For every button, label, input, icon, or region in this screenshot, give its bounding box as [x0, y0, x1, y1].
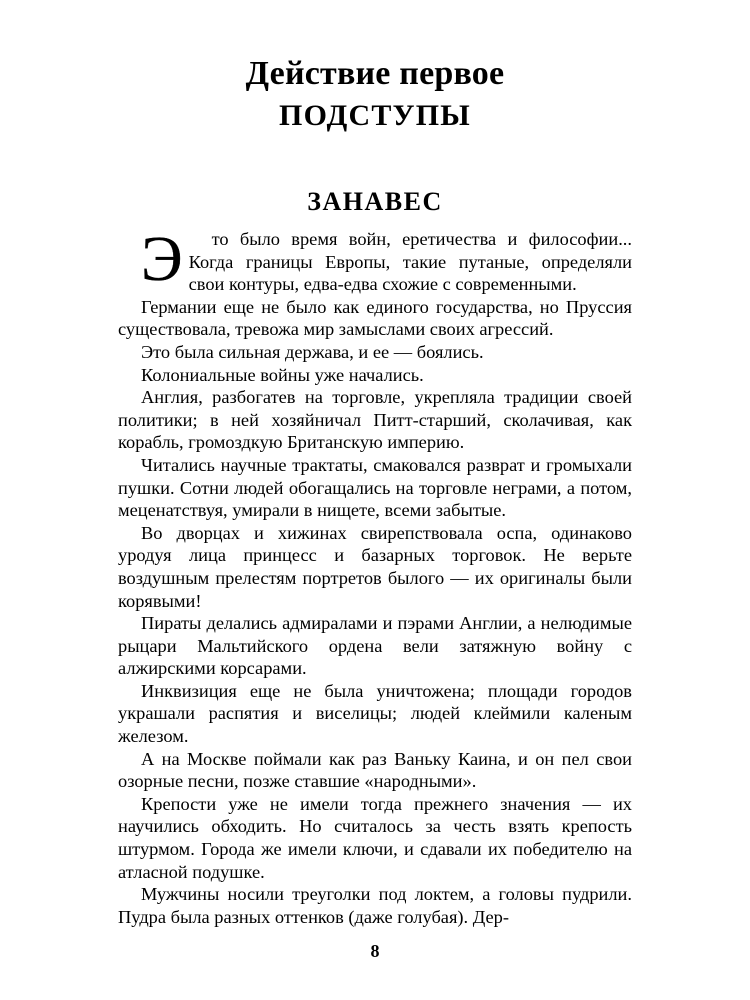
paragraph [118, 612, 632, 680]
paragraph [118, 454, 632, 522]
paragraph-text: Это была сильная держава, и ее — боялись. [141, 341, 484, 362]
paragraph [118, 748, 632, 793]
paragraph-text: Во дворцах и хижинах свирепствовала оспа, одинаково уродуя лица принцесс и базарных торговок. Не верьте воздушным прелестям портретов былого — их оригиналы были корявыми! [118, 522, 632, 611]
paragraph [118, 680, 632, 748]
paragraph-text: Германии еще не было как единого государства, но Пруссия существовала, тревожа мир замыслами своих агрессий. [118, 296, 632, 340]
paragraph [118, 883, 632, 928]
paragraph [118, 793, 632, 883]
paragraph-text: Крепости уже не имели тогда прежнего значения — их научились обходить. Но считалось за честь взять крепость штурмом. Города же имели ключи, и сдавали их победителю на атласной подушке. [118, 793, 632, 882]
drop-cap-initial: Э [141, 224, 183, 294]
paragraph-text: Пираты делались адмиралами и пэрами Англии, а нелюдимые рыцари Мальтийского ордена вели затяжную войну с алжирскими корсарами. [118, 613, 632, 679]
paragraph [118, 341, 632, 364]
paragraph-text: Инквизиция еще не была уничтожена; площади городов украшали распятия и виселицы; людей клеймили каленым железом. [118, 680, 632, 747]
scene-heading: ЗАНАВЕС [307, 187, 443, 216]
act-subtitle-heading: ПОДСТУПЫ [279, 99, 471, 132]
paragraph-text: то было время войн, еретичества и философии... Когда границы Европы, такие путаные, определяли свои контуры, едва-едва схожие с современными. [188, 229, 632, 295]
paragraph [118, 224, 632, 296]
body-text-column [118, 224, 632, 928]
act-heading: Действие первое [245, 55, 505, 92]
paragraph [118, 364, 632, 387]
paragraph [118, 522, 632, 612]
page-number: 8 [370, 941, 380, 961]
paragraph-text: Англия, разбогатев на торговле, укрепляла традиции своей политики; в ней хозяйничал Питт-старший, сколачивая, как корабль, громоздкую Британскую империю. [118, 387, 632, 453]
paragraph-text: Читались научные трактаты, смаковался разврат и громыхали пушки. Сотни людей обогащались на торговле неграми, а потом, меценатствуя, умирали в нищете, всеми забытые. [118, 454, 632, 521]
paragraph [118, 386, 632, 454]
paragraph [118, 296, 632, 341]
paragraph-text: Мужчины носили треуголки под локтем, а головы пудрили. Пудра была разных оттенков (даже голубая). Дер- [118, 884, 632, 927]
paragraph-text: Колониальные войны уже начались. [141, 364, 424, 385]
paragraph-text: А на Москве поймали как раз Ваньку Каина, и он пел свои озорные песни, позже ставшие «народными». [118, 748, 632, 792]
